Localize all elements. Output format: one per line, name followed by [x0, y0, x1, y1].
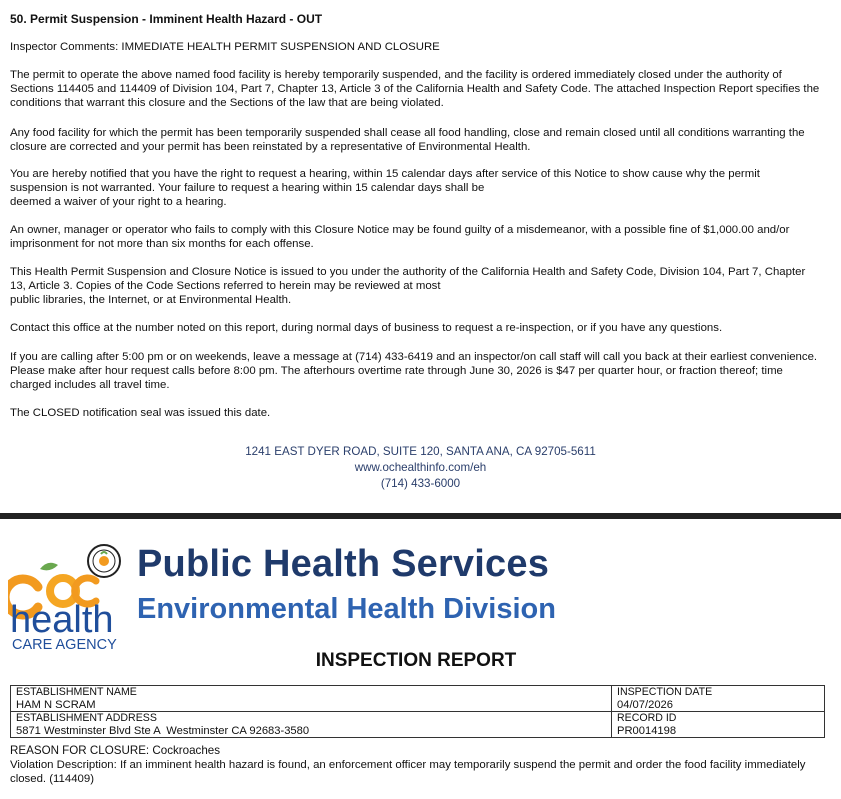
violation-description: Violation Description: If an imminent health hazard is found, an enforcement officer may temporarily suspend the permit and order the food facility immediately closed. (114409) [10, 759, 806, 785]
office-address: 1241 EAST DYER ROAD, SUITE 120, SANTA ANA, CA 92705-5611 [245, 445, 596, 458]
table-row [11, 712, 825, 738]
establishment-name-value: HAM N SCRAM [16, 698, 96, 711]
environmental-health-division-title: Environmental Health Division [137, 593, 556, 625]
inspection-date-cell [612, 686, 825, 712]
inspection-report-page [0, 519, 841, 799]
seal-paragraph: The CLOSED notification seal was issued this date. [10, 407, 271, 419]
establishment-info-table [10, 685, 825, 738]
after-hours-paragraph: If you are calling after 5:00 pm or on weekends, leave a message at (714) 433-6419 and an inspector/on call staff will call you back at their earliest convenience. Please make after hour request calls before 8:00 pm. The afterhours overtime rate through June 30, 2026 is $47 per quarter hour, or fraction thereof; time charged includes all travel time. [10, 351, 818, 392]
establishment-name-cell [11, 686, 612, 712]
health-wordmark: health [10, 599, 114, 641]
inspection-report-title: INSPECTION REPORT [315, 650, 517, 671]
hearing-rights-paragraph: You are hereby notified that you have the right to request a hearing, within 15 calendar days after service of this Notice to show cause why the permit suspension is not warranted. Your failure to request a hearing within 15 calendar days shall be deemed a waiver of your right to a hearing. [10, 168, 760, 209]
public-health-services-title: Public Health Services [137, 543, 550, 585]
record-id-value: PR0014198 [617, 724, 677, 737]
record-id-label: RECORD ID [617, 712, 677, 724]
contact-paragraph: Contact this office at the number noted on this report, during normal days of business to request a re-inspection, or if you have any questions. [10, 322, 723, 334]
inspection-date-value: 04/07/2026 [617, 698, 673, 711]
establishment-address-value: 5871 Westminster Blvd Ste A Westminster CA 92683-3580 [16, 724, 310, 737]
inspection-date-label: INSPECTION DATE [617, 686, 713, 698]
establishment-address-cell [11, 712, 612, 738]
suspension-paragraph: The permit to operate the above named food facility is hereby temporarily suspended, and the facility is ordered immediately closed under the authority of Sections 114405 and 114409 of Division 104, Part 7, Chapter 13, Article 3 of the California Health and Safety Code. The attached Inspection Report specifies the conditions that warrant this closure and the Sections of the law that are being violated. [10, 69, 820, 110]
establishment-address-label: ESTABLISHMENT ADDRESS [16, 712, 157, 724]
section-title: 50. Permit Suspension - Imminent Health Hazard - OUT [10, 12, 323, 26]
office-website[interactable]: www.ochealthinfo.com/eh [354, 461, 487, 474]
care-agency-wordmark: CARE AGENCY [12, 637, 117, 653]
table-row [11, 686, 825, 712]
record-id-cell [612, 712, 825, 738]
oc-health-care-agency-logo [8, 539, 133, 654]
penalty-paragraph: An owner, manager or operator who fails to comply with this Closure Notice may be found guilty of a misdemeanor, with a possible fine of $1,000.00 and/or imprisonment for not more than six months for each offense. [10, 224, 790, 251]
inspector-comments: Inspector Comments: IMMEDIATE HEALTH PERMIT SUSPENSION AND CLOSURE [10, 41, 440, 53]
authority-paragraph: This Health Permit Suspension and Closure Notice is issued to you under the authority of the California Health and Safety Code, Division 104, Part 7, Chapter 13, Article 3. Copies of the Code Sections referred to herein may be reviewed at most public libraries, the Internet, or at Environmental Health. [10, 266, 806, 307]
cease-operations-paragraph: Any food facility for which the permit has been temporarily suspended shall cease all food handling, close and remain closed until all conditions warranting the closure are corrected and your permit has been reinstated by a representative of Environmental Health. [10, 127, 805, 154]
establishment-name-label: ESTABLISHMENT NAME [16, 686, 137, 698]
leaf-icon [40, 563, 58, 571]
office-phone: (714) 433-6000 [380, 477, 461, 490]
reason-for-closure: REASON FOR CLOSURE: Cockroaches [10, 744, 221, 757]
county-seal-orange [99, 556, 109, 566]
